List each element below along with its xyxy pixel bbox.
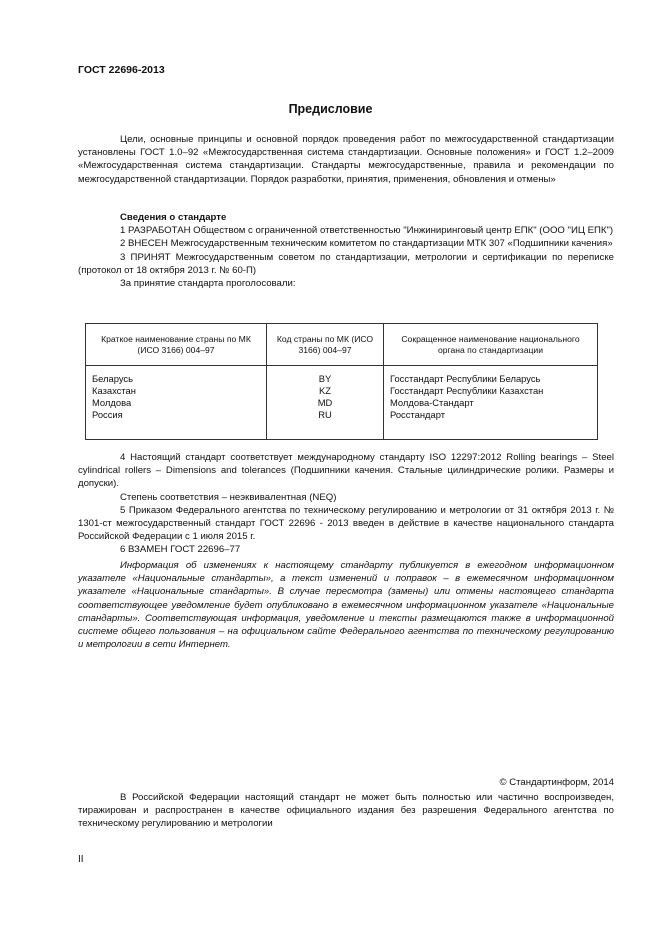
- document-code: ГОСТ 22696-2013: [78, 64, 165, 76]
- table-header-row: [86, 324, 598, 366]
- page-number: II: [78, 854, 84, 865]
- intro-paragraph: Цели, основные принципы и основной порядок проведения работ по межгосударственной стандартизации установлены ГОСТ 1.0–92 «Межгосударственная система стандартизации. Основные положения» и ГОСТ 1.2–2009 «Межгосударственная система стандартизации. Стандарты межгосударственные, правила и рекомендации по межгосударственной стандартизации. Порядок разработки, принятия, применения, обновления и отмены»: [78, 134, 614, 185]
- table-cell-country: Беларусь: [92, 373, 134, 384]
- table-cell-body: Госстандарт Республики Казахстан: [390, 385, 544, 396]
- table-cell-country: Молдова: [92, 397, 132, 408]
- table-header-country: Краткое наименование страны по МК (ИСО 3166) 004–97: [86, 324, 267, 366]
- standard-info-section: [78, 211, 614, 290]
- info-item-1: 1 РАЗРАБОТАН Обществом с ограниченной ответственностью "Инжиниринговый центр ЕПК" (ООО "ИЦ ЕПК"): [120, 225, 614, 237]
- info-item-4: 4 Настоящий стандарт соответствует международному стандарту ISO 12297:2012 Rolling bearings – Steel cylindrical rollers – Dimensions and tolerances (Подшипники качения. Стальные цилиндрические ролики. Размеры и допуски).: [78, 452, 614, 490]
- code-column: [267, 366, 384, 440]
- info-item-6: 6 ВЗАМЕН ГОСТ 22696–77: [120, 544, 241, 556]
- info-item-2: 2 ВНЕСЕН Межгосударственным техническим комитетом по стандартизации МТК 307 «Подшипники качения»: [120, 238, 613, 250]
- intro-section: [78, 133, 614, 186]
- table-cell-code: KZ: [319, 385, 331, 396]
- table-cell-body: Росстандарт: [390, 409, 445, 420]
- table-cell-code: RU: [318, 409, 332, 420]
- table-cell-country: Казахстан: [92, 385, 136, 396]
- notice-paragraph: Информация об изменениях к настоящему стандарту публикуется в ежегодном информационном указателе «Национальные стандарты», а текст изменений и поправок – в ежемесячном информационном указателе «Национальные стандарты». В случае пересмотра (замены) или отмены настоящего стандарта соответствующее уведомление будет опубликовано в ежемесячном информационном указателе «Национальные стандарты». Соответствующая информация, уведомление и тексты размещаются также в информационной системе общего пользования – на официальном сайте Федерального агентства по техническому регулированию и метрологии в сети Интернет.: [78, 560, 614, 651]
- legal-paragraph: В Российской Федерации настоящий стандарт не может быть полностью или частично воспроизведен, тиражирован и распространен в качестве официального издания без разрешения Федерального агентства по техническому регулированию и метрологии: [78, 792, 614, 830]
- vote-caption: За принятие стандарта проголосовали:: [120, 278, 296, 290]
- table-body-row: [86, 366, 598, 440]
- copyright: © Стандартинформ, 2014: [499, 777, 614, 788]
- table-cell-country: Россия: [92, 409, 123, 420]
- notice-section: [78, 559, 614, 651]
- table-header-code: Код страны по МК (ИСО 3166) 004–97: [267, 324, 384, 366]
- page-title: Предисловие: [288, 102, 373, 116]
- country-column: [86, 366, 267, 440]
- voting-table: [85, 323, 598, 440]
- conformity-degree: Степень соответствия – неэквивалентная (NEQ): [120, 491, 337, 503]
- body-column: [384, 366, 598, 440]
- legal-section: [78, 791, 614, 831]
- table-cell-code: BY: [318, 373, 332, 384]
- table-cell-body: Госстандарт Республики Беларусь: [390, 373, 541, 384]
- info-heading: Сведения о стандарте: [120, 212, 227, 223]
- info-item-3: 3 ПРИНЯТ Межгосударственным советом по стандартизации, метрологии и сертификации по переписке (протокол от 18 октября 2013 г. № 60-П): [78, 251, 614, 276]
- items-after-section: [78, 451, 614, 557]
- info-item-5: 5 Приказом Федерального агентства по техническому регулированию и метрологии от 31 октября 2013 г. № 1301-ст межгосударственный стандарт ГОСТ 22696 - 2013 введен в действие в качестве национального стандарта Российской Федерации с 1 июля 2015 г.: [78, 504, 614, 543]
- table-header-body: Сокращенное наименование национального органа по стандартизации: [384, 324, 598, 366]
- table-cell-body: Молдова-Стандарт: [390, 397, 474, 408]
- table-cell-code: MD: [317, 397, 333, 408]
